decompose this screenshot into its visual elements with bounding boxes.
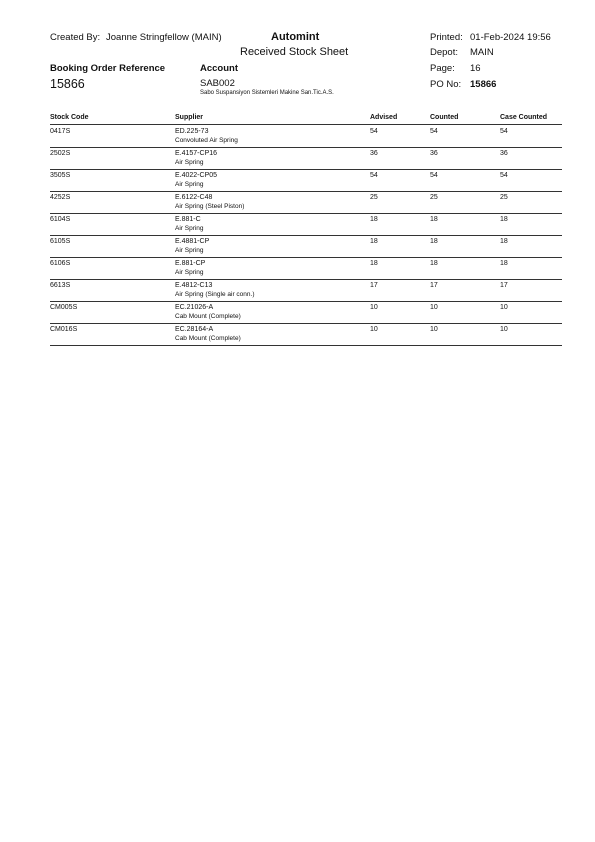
company-name: Automint bbox=[271, 31, 320, 43]
booking-ref-value: 15866 bbox=[50, 77, 85, 91]
supplier-code-cell: E.4881-CP bbox=[175, 238, 210, 245]
page-title: Received Stock Sheet bbox=[240, 46, 349, 58]
supplier-code-cell: EC.28164-A bbox=[175, 326, 214, 333]
po-label: PO No: bbox=[430, 79, 462, 90]
printed-label: Printed: bbox=[430, 32, 463, 43]
case-counted-cell: 10 bbox=[500, 304, 508, 311]
depot-value: MAIN bbox=[470, 47, 494, 58]
stock-code-cell: 2502S bbox=[50, 150, 71, 157]
table-row bbox=[0, 126, 595, 148]
table-row bbox=[0, 280, 595, 302]
page-label: Page: bbox=[430, 63, 455, 74]
stock-code-cell: 3505S bbox=[50, 172, 71, 179]
counted-cell: 18 bbox=[430, 238, 438, 245]
stock-code-cell: CM005S bbox=[50, 304, 78, 311]
counted-cell: 17 bbox=[430, 282, 438, 289]
created-by-label: Created By: bbox=[50, 32, 101, 43]
counted-cell: 54 bbox=[430, 172, 438, 179]
table-row bbox=[0, 148, 595, 170]
case-counted-cell: 54 bbox=[500, 128, 508, 135]
advised-cell: 54 bbox=[370, 128, 378, 135]
stock-code-cell: 0417S bbox=[50, 128, 71, 135]
booking-ref-label: Booking Order Reference bbox=[50, 63, 166, 74]
description-cell: Air Spring bbox=[175, 269, 204, 276]
case-counted-cell: 54 bbox=[500, 172, 508, 179]
description-cell: Cab Mount (Complete) bbox=[175, 335, 241, 342]
col-supplier: Supplier bbox=[175, 114, 204, 121]
counted-cell: 54 bbox=[430, 128, 438, 135]
stock-code-cell: 6106S bbox=[50, 260, 71, 267]
account-name: Sabo Suspansiyon Sistemleri Makine San.Tic.A.S. bbox=[200, 90, 334, 96]
stock-code-cell: 6105S bbox=[50, 238, 71, 245]
supplier-code-cell: ED.225-73 bbox=[175, 128, 209, 135]
case-counted-cell: 25 bbox=[500, 194, 508, 201]
col-advised: Advised bbox=[370, 114, 398, 121]
table-row bbox=[0, 258, 595, 280]
description-cell: Air Spring (Single air conn.) bbox=[175, 291, 255, 298]
supplier-code-cell: E.6122-C48 bbox=[175, 194, 213, 201]
page-value: 16 bbox=[470, 63, 481, 74]
case-counted-cell: 18 bbox=[500, 260, 508, 267]
supplier-code-cell: E.4157-CP16 bbox=[175, 150, 218, 157]
description-cell: Air Spring (Steel Piston) bbox=[175, 203, 245, 210]
description-cell: Air Spring bbox=[175, 247, 204, 254]
stock-code-cell: CM016S bbox=[50, 326, 78, 333]
supplier-code-cell: E.4812-C13 bbox=[175, 282, 213, 289]
description-cell: Air Spring bbox=[175, 181, 204, 188]
table-row bbox=[0, 214, 595, 236]
account-code: SAB002 bbox=[200, 78, 235, 89]
case-counted-cell: 18 bbox=[500, 238, 508, 245]
counted-cell: 18 bbox=[430, 260, 438, 267]
advised-cell: 10 bbox=[370, 304, 378, 311]
col-case-counted: Case Counted bbox=[500, 114, 548, 121]
supplier-code-cell: EC.21026-A bbox=[175, 304, 214, 311]
supplier-code-cell: E.881-C bbox=[175, 216, 201, 223]
description-cell: Air Spring bbox=[175, 159, 204, 166]
advised-cell: 36 bbox=[370, 150, 378, 157]
depot-label: Depot: bbox=[430, 47, 458, 58]
po-value: 15866 bbox=[470, 79, 497, 90]
advised-cell: 54 bbox=[370, 172, 378, 179]
advised-cell: 18 bbox=[370, 238, 378, 245]
stock-code-cell: 6104S bbox=[50, 216, 71, 223]
counted-cell: 36 bbox=[430, 150, 438, 157]
description-cell: Air Spring bbox=[175, 225, 204, 232]
counted-cell: 10 bbox=[430, 304, 438, 311]
col-stock-code: Stock Code bbox=[50, 114, 89, 121]
supplier-code-cell: E.881-CP bbox=[175, 260, 206, 267]
col-counted: Counted bbox=[430, 114, 459, 121]
table-row bbox=[0, 302, 595, 324]
row-divider bbox=[50, 345, 562, 346]
advised-cell: 10 bbox=[370, 326, 378, 333]
description-cell: Cab Mount (Complete) bbox=[175, 313, 241, 320]
header-rule bbox=[50, 124, 562, 125]
advised-cell: 18 bbox=[370, 260, 378, 267]
table-row bbox=[0, 236, 595, 258]
table-row bbox=[0, 170, 595, 192]
advised-cell: 25 bbox=[370, 194, 378, 201]
printed-value: 01-Feb-2024 19:56 bbox=[470, 32, 551, 43]
table-row bbox=[0, 324, 595, 346]
account-label: Account bbox=[200, 63, 238, 74]
advised-cell: 17 bbox=[370, 282, 378, 289]
case-counted-cell: 18 bbox=[500, 216, 508, 223]
case-counted-cell: 10 bbox=[500, 326, 508, 333]
stock-code-cell: 4252S bbox=[50, 194, 71, 201]
counted-cell: 18 bbox=[430, 216, 438, 223]
counted-cell: 10 bbox=[430, 326, 438, 333]
case-counted-cell: 17 bbox=[500, 282, 508, 289]
table-row bbox=[0, 192, 595, 214]
counted-cell: 25 bbox=[430, 194, 438, 201]
case-counted-cell: 36 bbox=[500, 150, 508, 157]
description-cell: Convoluted Air Spring bbox=[175, 137, 238, 144]
stock-code-cell: 6613S bbox=[50, 282, 71, 289]
supplier-code-cell: E.4022-CP05 bbox=[175, 172, 218, 179]
created-by-value: Joanne Stringfellow (MAIN) bbox=[106, 32, 222, 43]
advised-cell: 18 bbox=[370, 216, 378, 223]
